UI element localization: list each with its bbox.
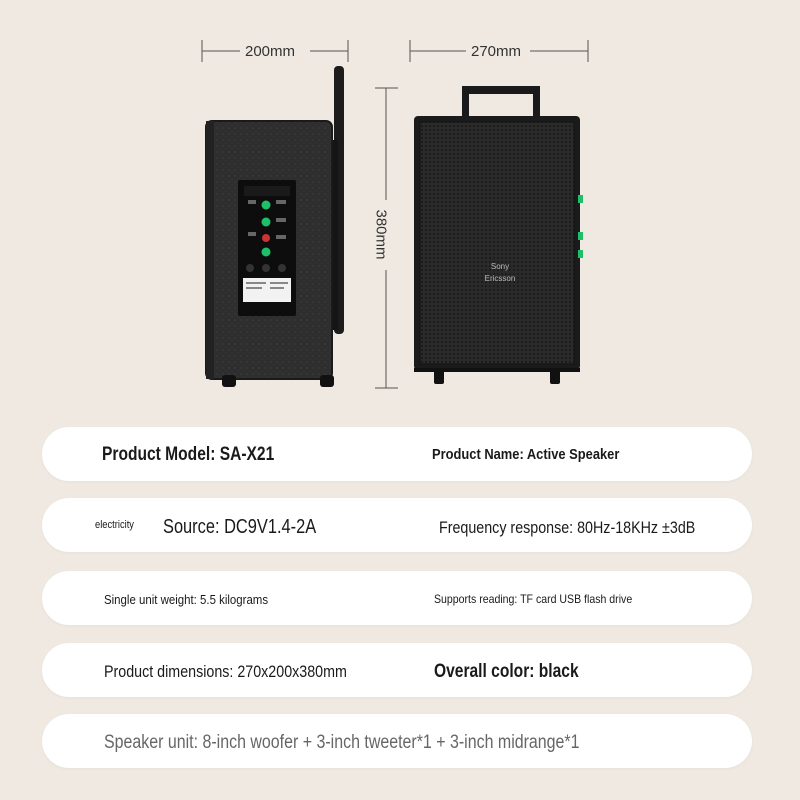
unit-weight: Single unit weight: 5.5 kilograms — [104, 592, 269, 607]
depth-label: 200mm — [241, 43, 299, 60]
spec-row-dimensions — [42, 643, 752, 697]
speaker-unit: Speaker unit: 8-inch woofer + 3-inch tweeter*1 + 3-inch midrange*1 — [104, 732, 580, 753]
spec-row-speaker-unit — [42, 714, 752, 768]
overall-color: Overall color: black — [434, 661, 579, 682]
width-label: 270mm — [467, 43, 525, 60]
spec-row-model — [42, 427, 752, 481]
brand-line-1: Sony — [490, 262, 510, 271]
product-name: Product Name: Active Speaker — [432, 446, 620, 463]
spec-row-power — [42, 498, 752, 552]
power-prefix: electricity — [95, 519, 134, 531]
brand-logo — [472, 261, 528, 285]
brand-line-2: Ericsson — [484, 274, 516, 283]
product-model: Product Model: SA-X21 — [102, 444, 275, 465]
power-source: Source: DC9V1.4-2A — [163, 516, 317, 538]
spec-row-weight — [42, 571, 752, 625]
speaker-side-view — [206, 66, 344, 387]
frequency-response: Frequency response: 80Hz-18KHz ±3dB — [439, 518, 696, 537]
speaker-front-view — [414, 86, 583, 384]
height-label: 380mm — [373, 205, 390, 263]
product-dimensions: Product dimensions: 270x200x380mm — [104, 662, 347, 681]
supported-media: Supports reading: TF card USB flash drive — [434, 592, 633, 606]
